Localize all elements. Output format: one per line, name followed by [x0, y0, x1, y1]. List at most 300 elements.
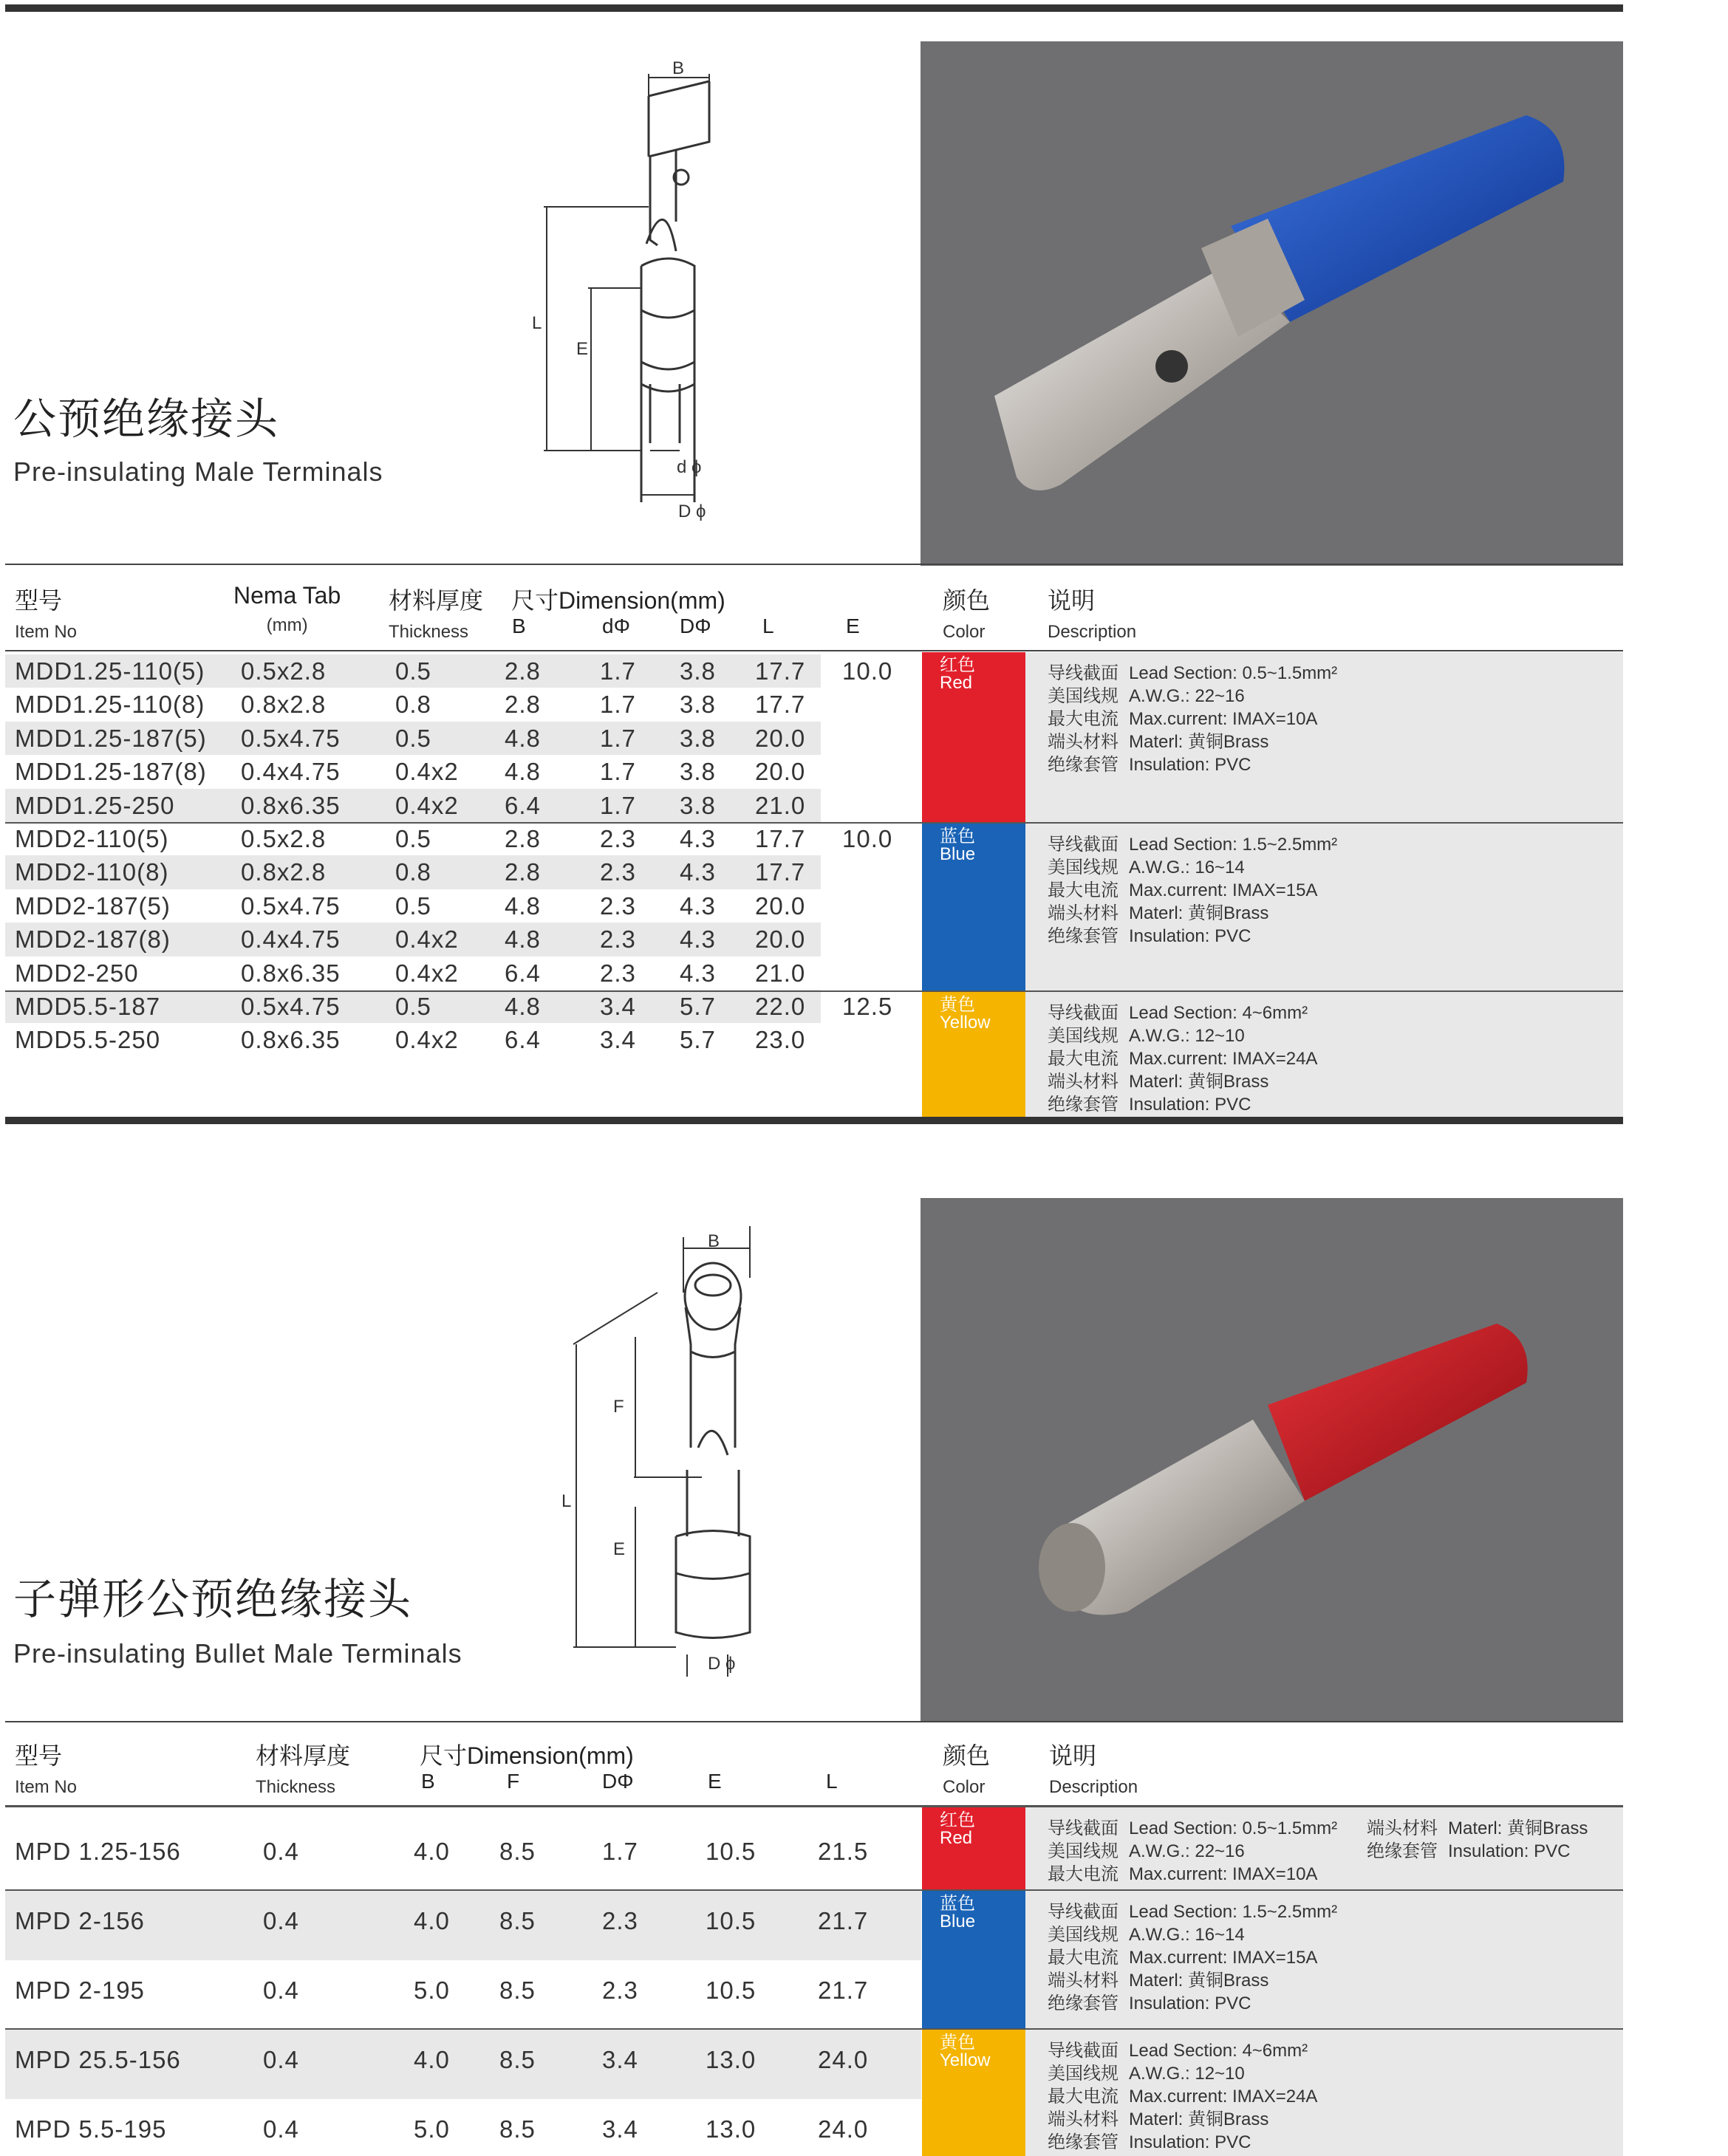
s2-cell-D: 1.7: [602, 1838, 638, 1865]
s1-cell-thick: 0.8: [395, 858, 431, 886]
desc-line: [1048, 856, 1337, 879]
s2-col-desc: [1049, 1737, 1138, 1798]
s2-cell-b: 5.0: [414, 1977, 450, 2004]
s2-cell-D: 3.4: [602, 2115, 638, 2143]
desc-label-cn: 端头材料: [1048, 1072, 1119, 1092]
s2-col-color-cn: 颜色: [943, 1742, 991, 1769]
s2-cell-l: 21.7: [818, 1907, 869, 1934]
drawing1-label-e: E: [576, 339, 589, 359]
group-separator: [5, 1806, 1623, 1807]
s2-cell-item: MPD 2-195: [15, 1977, 145, 2004]
s1-description: [1048, 1002, 1317, 1116]
s2-cell-f: 8.5: [499, 1977, 536, 2004]
s1-color-swatch: [922, 824, 1025, 992]
desc-label-cn: 美国线规: [1048, 2064, 1119, 2084]
s1-cell-D: 3.8: [680, 691, 716, 719]
s1-col-nema-en: (mm): [266, 615, 308, 635]
s1-cell-D: 3.8: [680, 791, 716, 819]
s2-cell-D: 3.4: [602, 2046, 638, 2073]
desc-line: [1048, 902, 1337, 925]
desc-value: Lead Section: 1.5~2.5mm²: [1129, 835, 1338, 855]
desc-value: Insulation: PVC: [1129, 926, 1251, 946]
desc-value: Materl: 黄铜Brass: [1129, 903, 1269, 923]
drawing2-label-d-big: D ϕ: [708, 1654, 736, 1674]
s1-cell-d: 3.4: [600, 1026, 636, 1054]
s2-description: [1048, 1900, 1337, 2015]
s2-cell-e: 10.5: [706, 1907, 757, 1934]
desc-value: Lead Section: 0.5~1.5mm²: [1129, 663, 1338, 683]
color-label-cn: 蓝色: [940, 1894, 975, 1914]
s2-col-item-en: Item No: [15, 1777, 78, 1797]
s1-cell-item: MDD5.5-250: [15, 1026, 161, 1054]
s1-cell-nema: 0.4x4.75: [241, 925, 341, 954]
s1-cell-thick: 0.5: [395, 724, 431, 752]
s2-cell-l: 24.0: [818, 2115, 869, 2143]
s2-cell-b: 4.0: [414, 1838, 450, 1865]
s2-cell-f: 8.5: [499, 2115, 536, 2143]
s1-cell-l: 23.0: [755, 1026, 806, 1054]
s2-cell-l: 24.0: [818, 2046, 869, 2073]
desc-label-cn: 绝缘套管: [1048, 2132, 1119, 2152]
s2-col-dim: [420, 1737, 634, 1771]
desc-label-cn: 美国线规: [1048, 858, 1119, 877]
desc-label-cn: 导线截面: [1048, 1003, 1119, 1023]
desc-label-cn: 最大电流: [1048, 1948, 1119, 1968]
s1-cell-l: 21.0: [755, 959, 806, 987]
desc-value: Materl: 黄铜Brass: [1129, 2109, 1269, 2129]
desc-label-cn: 导线截面: [1048, 663, 1119, 683]
s1-cell-D: 4.3: [680, 825, 716, 852]
s1-cell-item: MDD5.5-187: [15, 993, 161, 1020]
s1-cell-item: MDD1.25-187(5): [15, 724, 207, 752]
s2-col-thick-cn: 材料厚度: [256, 1742, 351, 1769]
desc-line: [1048, 2131, 1317, 2154]
s1-cell-D: 4.3: [680, 858, 716, 886]
desc-value: Insulation: PVC: [1448, 1841, 1571, 1861]
s1-cell-b: 4.8: [505, 724, 541, 752]
s1-cell-d: 2.3: [600, 825, 636, 852]
s1-cell-nema: 0.5x2.8: [241, 657, 327, 685]
s1-cell-b: 4.8: [505, 925, 541, 954]
s1-col-dim-cn: 尺寸Dimension(mm): [511, 587, 725, 614]
s2-cell-thick: 0.4: [263, 1907, 299, 1934]
s1-col-D: DΦ: [680, 615, 711, 637]
s2-cell-item: MPD 2-156: [15, 1907, 145, 1934]
s1-cell-l: 20.0: [755, 892, 806, 920]
desc-label-cn: 绝缘套管: [1048, 755, 1119, 775]
s1-cell-item: MDD1.25-187(8): [15, 758, 207, 786]
desc-line: [1048, 1047, 1317, 1070]
desc-label-cn: 最大电流: [1048, 2087, 1119, 2107]
desc-line: [1048, 1093, 1317, 1116]
s1-cell-b: 6.4: [505, 959, 541, 987]
desc-value: A.W.G.: 12~10: [1129, 2064, 1245, 2084]
section2-title-en: Pre-insulating Bullet Male Terminals: [13, 1638, 462, 1669]
drawing2-label-l: L: [561, 1491, 572, 1511]
desc-label-cn: 端头材料: [1048, 903, 1119, 923]
s2-col-item: [15, 1737, 77, 1798]
s2-description-right: [1367, 1817, 1588, 1863]
s1-cell-b: 4.8: [505, 892, 541, 920]
s2-description: [1048, 1817, 1337, 1886]
desc-label-cn: 导线截面: [1048, 1902, 1119, 1922]
s1-cell-l: 17.7: [755, 657, 806, 685]
desc-line: [1048, 1002, 1317, 1024]
color-label-cn: 红色: [940, 1810, 975, 1830]
s2-cell-f: 8.5: [499, 2046, 536, 2073]
s2-cell-D: 2.3: [602, 1907, 638, 1934]
desc-value: Lead Section: 4~6mm²: [1129, 2041, 1308, 2061]
s2-cell-item: MPD 5.5-195: [15, 2115, 167, 2143]
color-label-en: Yellow: [940, 2050, 991, 2070]
desc-label-cn: 端头材料: [1048, 2109, 1119, 2129]
s2-color-swatch: [922, 2030, 1025, 2156]
desc-value: Max.current: IMAX=10A: [1129, 709, 1318, 729]
s2-cell-D: 2.3: [602, 1977, 638, 2004]
s1-cell-item: MDD1.25-110(8): [15, 691, 205, 719]
s1-col-item: [15, 582, 77, 643]
s1-cell-d: 1.7: [600, 657, 636, 685]
s1-col-dim: [511, 582, 725, 616]
desc-label-cn: 端头材料: [1048, 732, 1119, 752]
group-separator: [5, 990, 1623, 992]
color-label-cn: 黄色: [940, 995, 975, 1015]
s1-header-bottom-rule: [5, 650, 1623, 651]
s1-cell-thick: 0.5: [395, 892, 431, 920]
s1-col-color-cn: 颜色: [943, 587, 991, 614]
s1-cell-l: 20.0: [755, 925, 806, 954]
s1-cell-b: 6.4: [505, 1026, 541, 1054]
s1-cell-D: 3.8: [680, 758, 716, 786]
s1-col-color: [943, 582, 990, 643]
s1-col-d: dΦ: [602, 615, 630, 637]
s1-cell-D: 4.3: [680, 925, 716, 954]
s1-cell-thick: 0.4x2: [395, 925, 459, 954]
drawing1-label-d-big: D ϕ: [678, 502, 706, 521]
desc-line: [1048, 1923, 1337, 1946]
desc-line: [1048, 753, 1337, 776]
drawing2-label-b: B: [708, 1231, 720, 1251]
desc-label-cn: 端头材料: [1367, 1818, 1438, 1838]
s1-cell-D: 5.7: [680, 993, 716, 1020]
s1-cell-nema: 0.4x4.75: [241, 758, 341, 786]
s2-cell-l: 21.7: [818, 1977, 869, 2004]
desc-label-cn: 绝缘套管: [1048, 1994, 1119, 2013]
s1-cell-d: 1.7: [600, 791, 636, 819]
drawing2-label-e: E: [613, 1539, 626, 1559]
s2-col-color: [943, 1737, 990, 1798]
s1-cell-nema: 0.8x6.35: [241, 791, 341, 819]
s1-cell-b: 2.8: [505, 825, 541, 852]
desc-label-cn: 美国线规: [1048, 1841, 1119, 1861]
desc-value: Materl: 黄铜Brass: [1129, 1072, 1269, 1092]
s1-cell-nema: 0.8x6.35: [241, 1026, 341, 1054]
s1-cell-D: 4.3: [680, 959, 716, 987]
s1-cell-e: 10.0: [842, 825, 893, 852]
male-terminal-photo: [921, 41, 1623, 566]
desc-line: [1048, 708, 1337, 730]
s1-col-e: E: [846, 615, 860, 637]
color-label-en: Blue: [940, 1912, 976, 1931]
s1-cell-thick: 0.5: [395, 993, 431, 1020]
s2-col-D: DΦ: [602, 1770, 634, 1793]
color-label-cn: 红色: [940, 655, 975, 675]
s1-cell-l: 21.0: [755, 791, 806, 819]
desc-line: [1048, 1024, 1317, 1047]
desc-value: Insulation: PVC: [1129, 755, 1251, 775]
s1-cell-d: 2.3: [600, 892, 636, 920]
s1-cell-D: 5.7: [680, 1026, 716, 1054]
s2-cell-item: MPD 1.25-156: [15, 1838, 181, 1865]
s1-cell-nema: 0.8x2.8: [241, 691, 327, 719]
s1-col-thick: [389, 582, 483, 643]
color-label-en: Red: [940, 1828, 973, 1848]
group-separator: [5, 822, 1623, 824]
s1-cell-l: 17.7: [755, 825, 806, 852]
desc-value: Lead Section: 4~6mm²: [1129, 1003, 1308, 1023]
s2-col-desc-en: Description: [1049, 1777, 1138, 1797]
desc-value: A.W.G.: 16~14: [1129, 858, 1245, 877]
s1-cell-d: 1.7: [600, 724, 636, 752]
desc-line: [1048, 2108, 1317, 2131]
s1-cell-item: MDD1.25-250: [15, 791, 175, 819]
s2-col-desc-cn: 说明: [1049, 1742, 1097, 1769]
desc-value: Materl: 黄铜Brass: [1129, 732, 1269, 752]
s1-cell-b: 2.8: [505, 657, 541, 685]
s1-col-nema: [233, 582, 341, 636]
s1-col-desc: [1048, 582, 1136, 643]
s2-color-swatch: [922, 1891, 1025, 2030]
drawing1-label-l: L: [532, 313, 542, 333]
desc-line: [1367, 1840, 1588, 1863]
desc-label-cn: 导线截面: [1048, 1818, 1119, 1838]
s2-col-thick: [256, 1737, 350, 1798]
desc-value: Insulation: PVC: [1129, 1095, 1251, 1115]
s1-cell-l: 17.7: [755, 691, 806, 719]
color-label-cn: 黄色: [940, 2033, 975, 2053]
s1-cell-nema: 0.5x4.75: [241, 892, 341, 920]
s2-col-f: F: [507, 1770, 520, 1793]
s1-cell-item: MDD2-110(5): [15, 825, 169, 852]
desc-line: [1048, 1070, 1317, 1093]
desc-line: [1048, 685, 1337, 708]
s2-description: [1048, 2039, 1317, 2154]
s2-cell-f: 8.5: [499, 1907, 536, 1934]
desc-line: [1048, 1863, 1337, 1886]
s1-cell-thick: 0.4x2: [395, 758, 459, 786]
s1-cell-b: 2.8: [505, 691, 541, 719]
s1-cell-d: 2.3: [600, 959, 636, 987]
s2-cell-l: 21.5: [818, 1838, 869, 1865]
desc-line: [1048, 879, 1337, 902]
s2-cell-item: MPD 25.5-156: [15, 2046, 181, 2073]
group-separator: [5, 2028, 1623, 2030]
section1-title-cn: 公预绝缘接头: [13, 395, 280, 443]
desc-line: [1048, 2062, 1317, 2085]
s1-col-nema-cn: Nema Tab: [233, 582, 341, 609]
s1-color-swatch: [922, 652, 1025, 824]
desc-label-cn: 绝缘套管: [1367, 1841, 1438, 1861]
male-terminal-drawing: [517, 58, 783, 532]
desc-label-cn: 绝缘套管: [1048, 926, 1119, 946]
desc-label-cn: 最大电流: [1048, 709, 1119, 729]
desc-line: [1048, 833, 1337, 856]
desc-line: [1367, 1817, 1588, 1840]
s1-cell-nema: 0.5x2.8: [241, 825, 327, 852]
s1-cell-l: 22.0: [755, 993, 806, 1020]
s1-cell-item: MDD2-187(8): [15, 925, 171, 954]
s2-cell-e: 13.0: [706, 2046, 757, 2073]
drawing2-label-f: F: [613, 1397, 624, 1417]
s2-col-item-cn: 型号: [15, 1742, 63, 1769]
section2-title-cn: 子弹形公预绝缘接头: [13, 1575, 413, 1623]
s2-col-l: L: [826, 1770, 838, 1793]
s1-cell-thick: 0.4x2: [395, 791, 459, 819]
s1-cell-d: 2.3: [600, 925, 636, 954]
desc-line: [1048, 1900, 1337, 1923]
s2-col-b: B: [421, 1770, 435, 1793]
desc-line: [1048, 1992, 1337, 2015]
s2-cell-e: 10.5: [706, 1838, 757, 1865]
bullet-terminal-photo: [921, 1198, 1623, 1722]
color-label-en: Red: [940, 673, 973, 693]
s1-cell-l: 20.0: [755, 724, 806, 752]
desc-value: A.W.G.: 22~16: [1129, 686, 1245, 706]
s1-col-item-en: Item No: [15, 622, 78, 642]
desc-label-cn: 导线截面: [1048, 2041, 1119, 2061]
s1-col-desc-en: Description: [1048, 622, 1137, 642]
s2-col-e: E: [708, 1770, 722, 1793]
s1-cell-d: 2.3: [600, 858, 636, 886]
desc-value: Materl: 黄铜Brass: [1448, 1818, 1588, 1838]
desc-label-cn: 最大电流: [1048, 1049, 1119, 1069]
desc-value: Lead Section: 0.5~1.5mm²: [1129, 1818, 1338, 1838]
s1-cell-d: 1.7: [600, 758, 636, 786]
s2-cell-e: 13.0: [706, 2115, 757, 2143]
s1-cell-d: 1.7: [600, 691, 636, 719]
s2-color-swatch: [922, 1807, 1025, 1891]
s2-header-top-rule: [5, 1721, 1623, 1722]
s1-cell-e: 12.5: [842, 993, 893, 1020]
desc-value: Insulation: PVC: [1129, 1994, 1251, 2013]
s1-cell-thick: 0.8: [395, 691, 431, 719]
section-divider-bar: [5, 1117, 1623, 1124]
s2-cell-thick: 0.4: [263, 2046, 299, 2073]
s1-cell-D: 3.8: [680, 724, 716, 752]
s1-col-thick-cn: 材料厚度: [389, 587, 484, 614]
s1-cell-thick: 0.5: [395, 825, 431, 852]
desc-value: Lead Section: 1.5~2.5mm²: [1129, 1902, 1338, 1922]
s2-cell-e: 10.5: [706, 1977, 757, 2004]
s1-cell-l: 17.7: [755, 858, 806, 886]
s1-cell-nema: 0.5x4.75: [241, 993, 341, 1020]
s2-col-color-en: Color: [943, 1777, 986, 1797]
s1-col-l: L: [762, 615, 774, 637]
desc-label-cn: 端头材料: [1048, 1971, 1119, 1991]
s2-cell-b: 5.0: [414, 2115, 450, 2143]
color-label-en: Yellow: [940, 1013, 991, 1033]
top-bar: [5, 4, 1623, 12]
desc-value: Max.current: IMAX=10A: [1129, 1864, 1318, 1884]
s1-header-top-rule: [5, 564, 1623, 565]
s1-cell-thick: 0.4x2: [395, 959, 459, 987]
s2-col-dim-cn: 尺寸Dimension(mm): [420, 1742, 634, 1769]
s1-cell-nema: 0.8x2.8: [241, 858, 327, 886]
desc-value: A.W.G.: 12~10: [1129, 1026, 1245, 1046]
desc-label-cn: 绝缘套管: [1048, 1095, 1119, 1115]
s1-cell-nema: 0.8x6.35: [241, 959, 341, 987]
desc-value: Max.current: IMAX=15A: [1129, 1948, 1318, 1968]
desc-value: Max.current: IMAX=24A: [1129, 2087, 1318, 2107]
desc-line: [1048, 730, 1337, 753]
desc-value: A.W.G.: 22~16: [1129, 1841, 1245, 1861]
group-separator: [5, 1889, 1623, 1891]
s1-cell-item: MDD1.25-110(5): [15, 657, 205, 685]
s1-cell-b: 2.8: [505, 858, 541, 886]
desc-value: Insulation: PVC: [1129, 2132, 1251, 2152]
s2-cell-b: 4.0: [414, 2046, 450, 2073]
drawing1-label-d-small: d ϕ: [677, 457, 702, 477]
s1-cell-item: MDD2-250: [15, 959, 139, 987]
s1-description: [1048, 833, 1337, 948]
s1-cell-b: 4.8: [505, 758, 541, 786]
color-label-en: Blue: [940, 844, 976, 864]
desc-line: [1048, 2039, 1317, 2062]
desc-label-cn: 美国线规: [1048, 1026, 1119, 1046]
s2-col-thick-en: Thickness: [256, 1777, 336, 1797]
desc-label-cn: 美国线规: [1048, 686, 1119, 706]
desc-line: [1048, 1817, 1337, 1840]
section1-title-en: Pre-insulating Male Terminals: [13, 456, 383, 487]
s1-cell-e: 10.0: [842, 657, 893, 685]
s2-cell-thick: 0.4: [263, 1838, 299, 1865]
s2-cell-b: 4.0: [414, 1907, 450, 1934]
desc-label-cn: 美国线规: [1048, 1925, 1119, 1945]
color-label-cn: 蓝色: [940, 827, 975, 846]
desc-label-cn: 导线截面: [1048, 835, 1119, 855]
desc-value: A.W.G.: 16~14: [1129, 1925, 1245, 1945]
s1-cell-item: MDD2-187(5): [15, 892, 171, 920]
desc-value: Materl: 黄铜Brass: [1129, 1971, 1269, 1991]
desc-value: Max.current: IMAX=24A: [1129, 1049, 1318, 1069]
desc-value: Max.current: IMAX=15A: [1129, 880, 1318, 900]
desc-line: [1048, 1969, 1337, 1992]
s2-cell-thick: 0.4: [263, 1977, 299, 2004]
s1-cell-thick: 0.5: [395, 657, 431, 685]
s1-cell-thick: 0.4x2: [395, 1026, 459, 1054]
s1-description: [1048, 662, 1337, 776]
s1-cell-b: 4.8: [505, 993, 541, 1020]
desc-line: [1048, 2085, 1317, 2108]
s1-cell-D: 4.3: [680, 892, 716, 920]
s2-cell-thick: 0.4: [263, 2115, 299, 2143]
s1-cell-b: 6.4: [505, 791, 541, 819]
desc-label-cn: 最大电流: [1048, 1864, 1119, 1884]
s1-cell-l: 20.0: [755, 758, 806, 786]
s1-col-b: B: [512, 615, 526, 637]
s1-col-item-cn: 型号: [15, 587, 63, 614]
s1-color-swatch: [922, 992, 1025, 1117]
desc-line: [1048, 925, 1337, 948]
s1-col-color-en: Color: [943, 622, 986, 642]
s2-cell-f: 8.5: [499, 1838, 536, 1865]
drawing1-label-b: B: [672, 58, 685, 78]
desc-line: [1048, 662, 1337, 685]
desc-line: [1048, 1840, 1337, 1863]
s1-cell-item: MDD2-110(8): [15, 858, 169, 886]
s1-col-thick-en: Thickness: [389, 622, 469, 642]
bullet-terminal-drawing: [547, 1226, 798, 1684]
